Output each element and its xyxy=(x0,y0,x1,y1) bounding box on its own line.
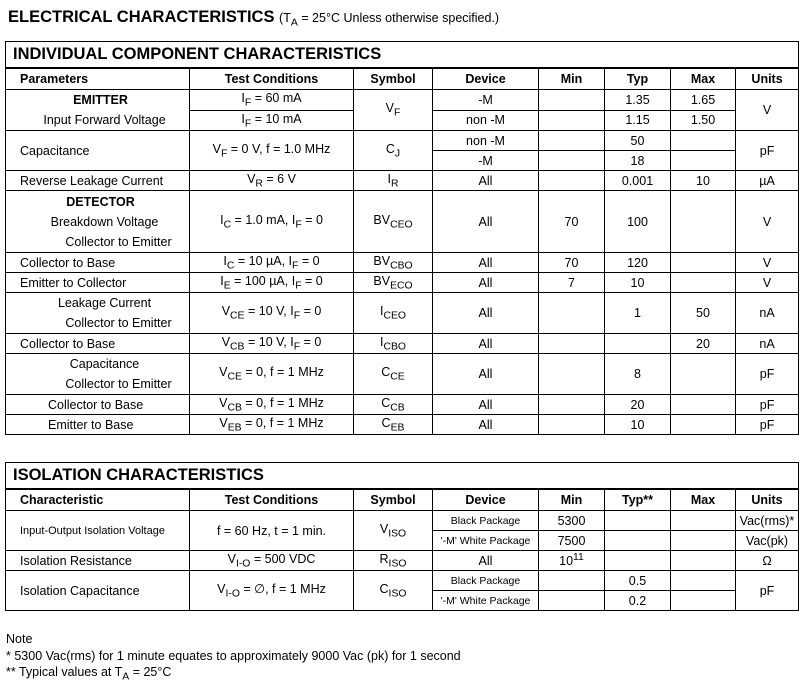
typ-riso xyxy=(605,551,671,571)
col-device: Device xyxy=(433,68,539,90)
max-iceo: 50 xyxy=(671,293,736,334)
unit-ir: µA xyxy=(736,171,799,191)
header-row xyxy=(6,489,799,511)
param-leakage-cb: Collector to Base xyxy=(6,334,190,354)
param-iso-capacitance: Isolation Capacitance xyxy=(6,571,190,611)
max-viso-1 xyxy=(671,511,736,531)
cond-bvcbo: $I_C = 10$ µA, $I_F = 0$ xyxy=(190,253,354,273)
symbol-vf: $V_F$ xyxy=(354,90,433,131)
min-viso-2: 7500 xyxy=(539,531,605,551)
device-vf-2: non -M xyxy=(433,110,539,131)
param-breakdown-ce: Collector to Emitter xyxy=(65,234,172,249)
device-ciso-1: Black Package xyxy=(433,571,539,591)
typ-vf-1: 1.35 xyxy=(605,90,671,111)
cond-cj: $V_F = 0$ V, f = 1.0 MHz xyxy=(190,131,354,171)
table-row xyxy=(6,334,799,354)
device-vf-1: -M xyxy=(433,90,539,111)
typ-ciso-1: 0.5 xyxy=(605,571,671,591)
typ-viso-1 xyxy=(605,511,671,531)
min-ciso-1 xyxy=(539,571,605,591)
note-line-2: ** Typical values at $T_A = 25^\circ C$ xyxy=(6,665,172,683)
section-emitter: EMITTER xyxy=(73,93,128,107)
table-row xyxy=(6,171,799,191)
cond-cce: $V_{CE} = 0$, f = 1 MHz xyxy=(190,354,354,395)
max-icbo: 20 xyxy=(671,334,736,354)
param-cap-eb: Emitter to Base xyxy=(6,415,190,435)
max-bvceo xyxy=(671,191,736,253)
param-breakdown-ec: Emitter to Collector xyxy=(6,273,190,293)
table-row xyxy=(6,415,799,435)
isolation-table xyxy=(5,462,799,611)
typ-iceo: 1 xyxy=(605,293,671,334)
page-title-condition: ($T_A = 25^\circ C$ Unless otherwise specified.) xyxy=(279,11,500,29)
param-leakage-current: Leakage Current xyxy=(57,296,152,310)
device-cj-2: -M xyxy=(433,151,539,171)
unit-riso: Ω xyxy=(736,551,799,571)
unit-vf: V xyxy=(736,90,799,131)
max-ciso-1 xyxy=(671,571,736,591)
min-vf-1 xyxy=(539,90,605,111)
symbol-iceo: $I_{CEO}$ xyxy=(354,293,433,334)
device-bvceo: All xyxy=(433,191,539,253)
device-icbo: All xyxy=(433,334,539,354)
col-units: Units xyxy=(736,68,799,90)
typ-ccb: 20 xyxy=(605,395,671,415)
device-ir: All xyxy=(433,171,539,191)
param-resistance: Isolation Resistance xyxy=(6,551,190,571)
min-cj-1 xyxy=(539,131,605,151)
table-row xyxy=(6,131,799,151)
table-row xyxy=(6,273,799,293)
param-breakdown xyxy=(6,191,190,253)
col-max: Max xyxy=(671,489,736,511)
min-cj-2 xyxy=(539,151,605,171)
param-cap-ce: Collector to Emitter xyxy=(65,377,172,391)
table-row xyxy=(6,354,799,395)
unit-icbo: nA xyxy=(736,334,799,354)
param-det-capacitance xyxy=(6,354,190,395)
param-io-voltage: Input-Output Isolation Voltage xyxy=(6,511,190,551)
typ-ir: 0.001 xyxy=(605,171,671,191)
table-row xyxy=(6,293,799,334)
max-cj-2 xyxy=(671,151,736,171)
unit-cj: pF xyxy=(736,131,799,171)
symbol-ceb: $C_{EB}$ xyxy=(354,415,433,435)
page-title-text: ELECTRICAL CHARACTERISTICS xyxy=(8,8,275,26)
col-test-conditions: Test Conditions xyxy=(190,489,354,511)
unit-ciso: pF xyxy=(736,571,799,611)
max-ir: 10 xyxy=(671,171,736,191)
cond-bvceo: $I_C = 1.0$ mA, $I_F = 0$ xyxy=(190,191,354,253)
min-iceo xyxy=(539,293,605,334)
typ-bveco: 10 xyxy=(605,273,671,293)
typ-bvcbo: 120 xyxy=(605,253,671,273)
unit-bvcbo: V xyxy=(736,253,799,273)
device-ccb: All xyxy=(433,395,539,415)
max-ceb xyxy=(671,415,736,435)
typ-bvceo: 100 xyxy=(605,191,671,253)
param-breakdown-voltage: Breakdown Voltage xyxy=(50,214,159,229)
symbol-ir: $I_R$ xyxy=(354,171,433,191)
max-vf-1: 1.65 xyxy=(671,90,736,111)
col-symbol: Symbol xyxy=(354,68,433,90)
header-row xyxy=(6,68,799,90)
col-typ: Typ xyxy=(605,68,671,90)
param-det-capacitance-label: Capacitance xyxy=(69,357,140,371)
cond-riso: $V_{I-O} = 500$ VDC xyxy=(190,551,354,571)
cond-iceo: $V_{CE} = 10$ V, $I_F = 0$ xyxy=(190,293,354,334)
device-bveco: All xyxy=(433,273,539,293)
symbol-ciso: $C_{ISO}$ xyxy=(354,571,433,611)
min-ceb xyxy=(539,415,605,435)
min-ir xyxy=(539,171,605,191)
table-row xyxy=(6,253,799,273)
individual-component-table xyxy=(5,41,799,435)
symbol-riso: $R_{ISO}$ xyxy=(354,551,433,571)
min-bveco: 7 xyxy=(539,273,605,293)
table-row xyxy=(6,511,799,531)
col-units: Units xyxy=(736,489,799,511)
table-row xyxy=(6,571,799,591)
section-detector: DETECTOR xyxy=(66,194,135,209)
symbol-bvcbo: $BV_{CBO}$ xyxy=(354,253,433,273)
param-capacitance: Capacitance xyxy=(6,131,190,171)
col-symbol: Symbol xyxy=(354,489,433,511)
symbol-icbo: $I_{CBO}$ xyxy=(354,334,433,354)
param-reverse-leakage: Reverse Leakage Current xyxy=(6,171,190,191)
param-input-forward-voltage: Input Forward Voltage xyxy=(43,113,166,127)
unit-viso-1: Vac(rms)* xyxy=(736,511,799,531)
typ-cj-2: 18 xyxy=(605,151,671,171)
min-ccb xyxy=(539,395,605,415)
unit-viso-2: Vac(pk) xyxy=(736,531,799,551)
device-bvcbo: All xyxy=(433,253,539,273)
symbol-bveco: $BV_{ECO}$ xyxy=(354,273,433,293)
symbol-cce: $C_{CE}$ xyxy=(354,354,433,395)
param-leakage-ce: Collector to Emitter xyxy=(65,316,172,330)
isolation-title: ISOLATION CHARACTERISTICS xyxy=(6,463,799,490)
unit-ceb: pF xyxy=(736,415,799,435)
min-ciso-2 xyxy=(539,591,605,611)
typ-icbo xyxy=(605,334,671,354)
col-max: Max xyxy=(671,68,736,90)
notes xyxy=(6,631,461,686)
min-riso: $10^{11}$ xyxy=(539,551,605,571)
note-heading: Note xyxy=(6,632,33,646)
cond-vf-1: $I_F = 60$ mA xyxy=(190,90,354,111)
page-title xyxy=(8,8,499,29)
table-row xyxy=(6,395,799,415)
max-cce xyxy=(671,354,736,395)
cond-vf-2: $I_F = 10$ mA xyxy=(190,110,354,131)
typ-vf-2: 1.15 xyxy=(605,110,671,131)
min-bvceo: 70 xyxy=(539,191,605,253)
table-row xyxy=(6,191,799,253)
unit-cce: pF xyxy=(736,354,799,395)
device-ciso-2: '-M' White Package xyxy=(433,591,539,611)
param-leakage xyxy=(6,293,190,334)
typ-ceb: 10 xyxy=(605,415,671,435)
symbol-viso: $V_{ISO}$ xyxy=(354,511,433,551)
col-parameters: Parameters xyxy=(6,68,190,90)
note-line-1: * 5300 Vac(rms) for 1 minute equates to approximately 9000 Vac (pk) for 1 second xyxy=(6,648,461,663)
col-device: Device xyxy=(433,489,539,511)
max-bveco xyxy=(671,273,736,293)
unit-bveco: V xyxy=(736,273,799,293)
unit-iceo: nA xyxy=(736,293,799,334)
col-test-conditions: Test Conditions xyxy=(190,68,354,90)
param-cap-cb: Collector to Base xyxy=(6,395,190,415)
min-vf-2 xyxy=(539,110,605,131)
param-emitter-vf xyxy=(6,90,190,131)
individual-title: INDIVIDUAL COMPONENT CHARACTERISTICS xyxy=(6,42,799,69)
max-cj-1 xyxy=(671,131,736,151)
typ-cce: 8 xyxy=(605,354,671,395)
device-cj-1: non -M xyxy=(433,131,539,151)
table-row xyxy=(6,90,799,111)
typ-ciso-2: 0.2 xyxy=(605,591,671,611)
max-riso xyxy=(671,551,736,571)
symbol-cj: $C_J$ xyxy=(354,131,433,171)
cond-bveco: $I_E = 100$ µA, $I_F = 0$ xyxy=(190,273,354,293)
symbol-bvceo: $BV_{CEO}$ xyxy=(354,191,433,253)
cond-ccb: $V_{CB} = 0$, f = 1 MHz xyxy=(190,395,354,415)
col-min: Min xyxy=(539,489,605,511)
col-min: Min xyxy=(539,68,605,90)
max-bvcbo xyxy=(671,253,736,273)
cond-viso: f = 60 Hz, t = 1 min. xyxy=(190,511,354,551)
cond-ceb: $V_{EB} = 0$, f = 1 MHz xyxy=(190,415,354,435)
typ-viso-2 xyxy=(605,531,671,551)
max-ccb xyxy=(671,395,736,415)
min-icbo xyxy=(539,334,605,354)
table-row xyxy=(6,551,799,571)
device-riso: All xyxy=(433,551,539,571)
min-cce xyxy=(539,354,605,395)
cond-ir: $V_R = 6$ V xyxy=(190,171,354,191)
unit-ccb: pF xyxy=(736,395,799,415)
typ-cj-1: 50 xyxy=(605,131,671,151)
param-breakdown-cb: Collector to Base xyxy=(6,253,190,273)
min-bvcbo: 70 xyxy=(539,253,605,273)
max-vf-2: 1.50 xyxy=(671,110,736,131)
symbol-ccb: $C_{CB}$ xyxy=(354,395,433,415)
device-viso-2: '-M' White Package xyxy=(433,531,539,551)
cond-icbo: $V_{CB} = 10$ V, $I_F = 0$ xyxy=(190,334,354,354)
device-cce: All xyxy=(433,354,539,395)
max-viso-2 xyxy=(671,531,736,551)
col-characteristic: Characteristic xyxy=(6,489,190,511)
max-ciso-2 xyxy=(671,591,736,611)
col-typ: Typ** xyxy=(605,489,671,511)
device-ceb: All xyxy=(433,415,539,435)
cond-ciso: $V_{I-O}$ = ∅, f = 1 MHz xyxy=(190,571,354,611)
device-viso-1: Black Package xyxy=(433,511,539,531)
unit-bvceo: V xyxy=(736,191,799,253)
device-iceo: All xyxy=(433,293,539,334)
min-viso-1: 5300 xyxy=(539,511,605,531)
